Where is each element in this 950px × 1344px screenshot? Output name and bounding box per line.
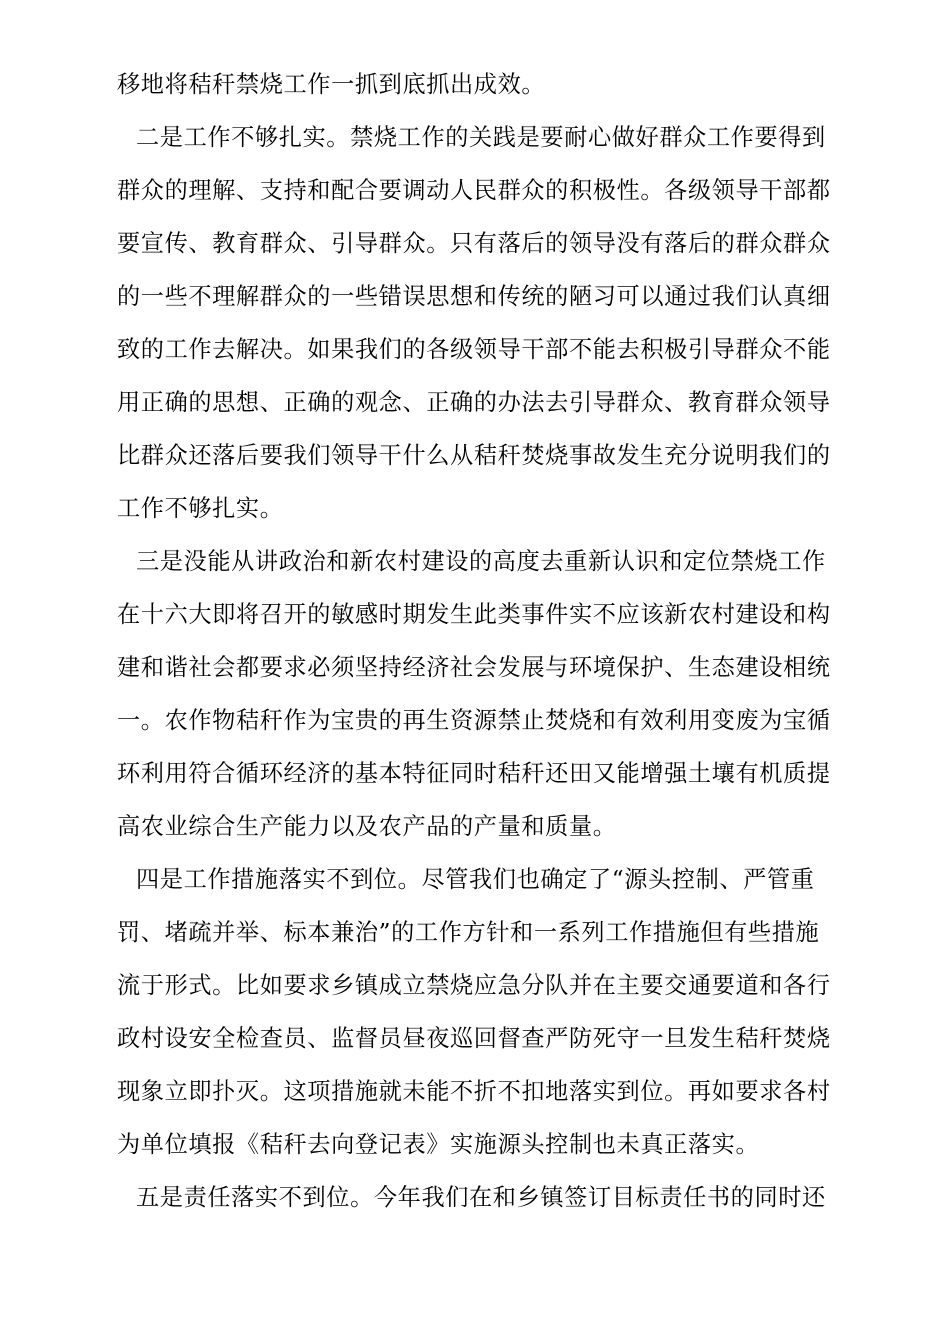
text-line: 为单位填报《秸秆去向登记表》实施源头控制也未真正落实。 — [117, 1131, 760, 1158]
text-line: 群众的理解、支持和配合要调动人民群众的积极性。各级领导干部都 — [117, 177, 831, 204]
text-line: 政村设安全检查员、监督员昼夜巡回督查严防死守一旦发生秸秆焚烧 — [117, 1025, 831, 1052]
paragraph-first-line: 五是责任落实不到位。今年我们在和乡镇签订目标责任书的同时还 — [136, 1184, 826, 1211]
text-line: 现象立即扑灭。这项措施就未能不折不扣地落实到位。再如要求各村 — [117, 1078, 831, 1105]
text-line: 罚、堵疏并举、标本兼治”的工作方针和一系列工作措施但有些措施 — [117, 919, 820, 946]
text-line: 的一些不理解群众的一些错误思想和传统的陋习可以通过我们认真细 — [117, 283, 831, 310]
text-line: 致的工作去解决。如果我们的各级领导干部不能去积极引导群众不能 — [117, 336, 831, 363]
text-line: 环利用符合循环经济的基本特征同时秸秆还田又能增强土壤有机质提 — [117, 760, 831, 787]
text-line: 比群众还落后要我们领导干什么从秸秆焚烧事故发生充分说明我们的 — [117, 442, 831, 469]
document-body — [117, 58, 837, 1224]
text-line: 用正确的思想、正确的观念、正确的办法去引导群众、教育群众领导 — [117, 389, 831, 416]
text-line: 要宣传、教育群众、引导群众。只有落后的领导没有落后的群众群众 — [117, 230, 831, 257]
text-line: 在十六大即将召开的敏感时期发生此类事件实不应该新农村建设和构 — [117, 601, 831, 628]
text-line: 一。农作物秸秆作为宝贵的再生资源禁止焚烧和有效利用变废为宝循 — [117, 707, 831, 734]
text-line: 工作不够扎实。 — [117, 495, 284, 522]
text-line: 移地将秸秆禁烧工作一抓到底抓出成效。 — [117, 71, 546, 98]
text-line: 建和谐社会都要求必须坚持经济社会发展与环境保护、生态建设相统 — [117, 654, 831, 681]
paragraph-first-line: 二是工作不够扎实。禁烧工作的关践是要耐心做好群众工作要得到 — [136, 124, 826, 151]
paragraph-first-line: 四是工作措施落实不到位。尽管我们也确定了“源头控制、严管重 — [136, 866, 815, 893]
text-line: 高农业综合生产能力以及农产品的产量和质量。 — [117, 813, 617, 840]
paragraph-first-line: 三是没能从讲政治和新农村建设的高度去重新认识和定位禁烧工作 — [136, 548, 826, 575]
text-line: 流于形式。比如要求乡镇成立禁烧应急分队并在主要交通要道和各行 — [117, 972, 831, 999]
